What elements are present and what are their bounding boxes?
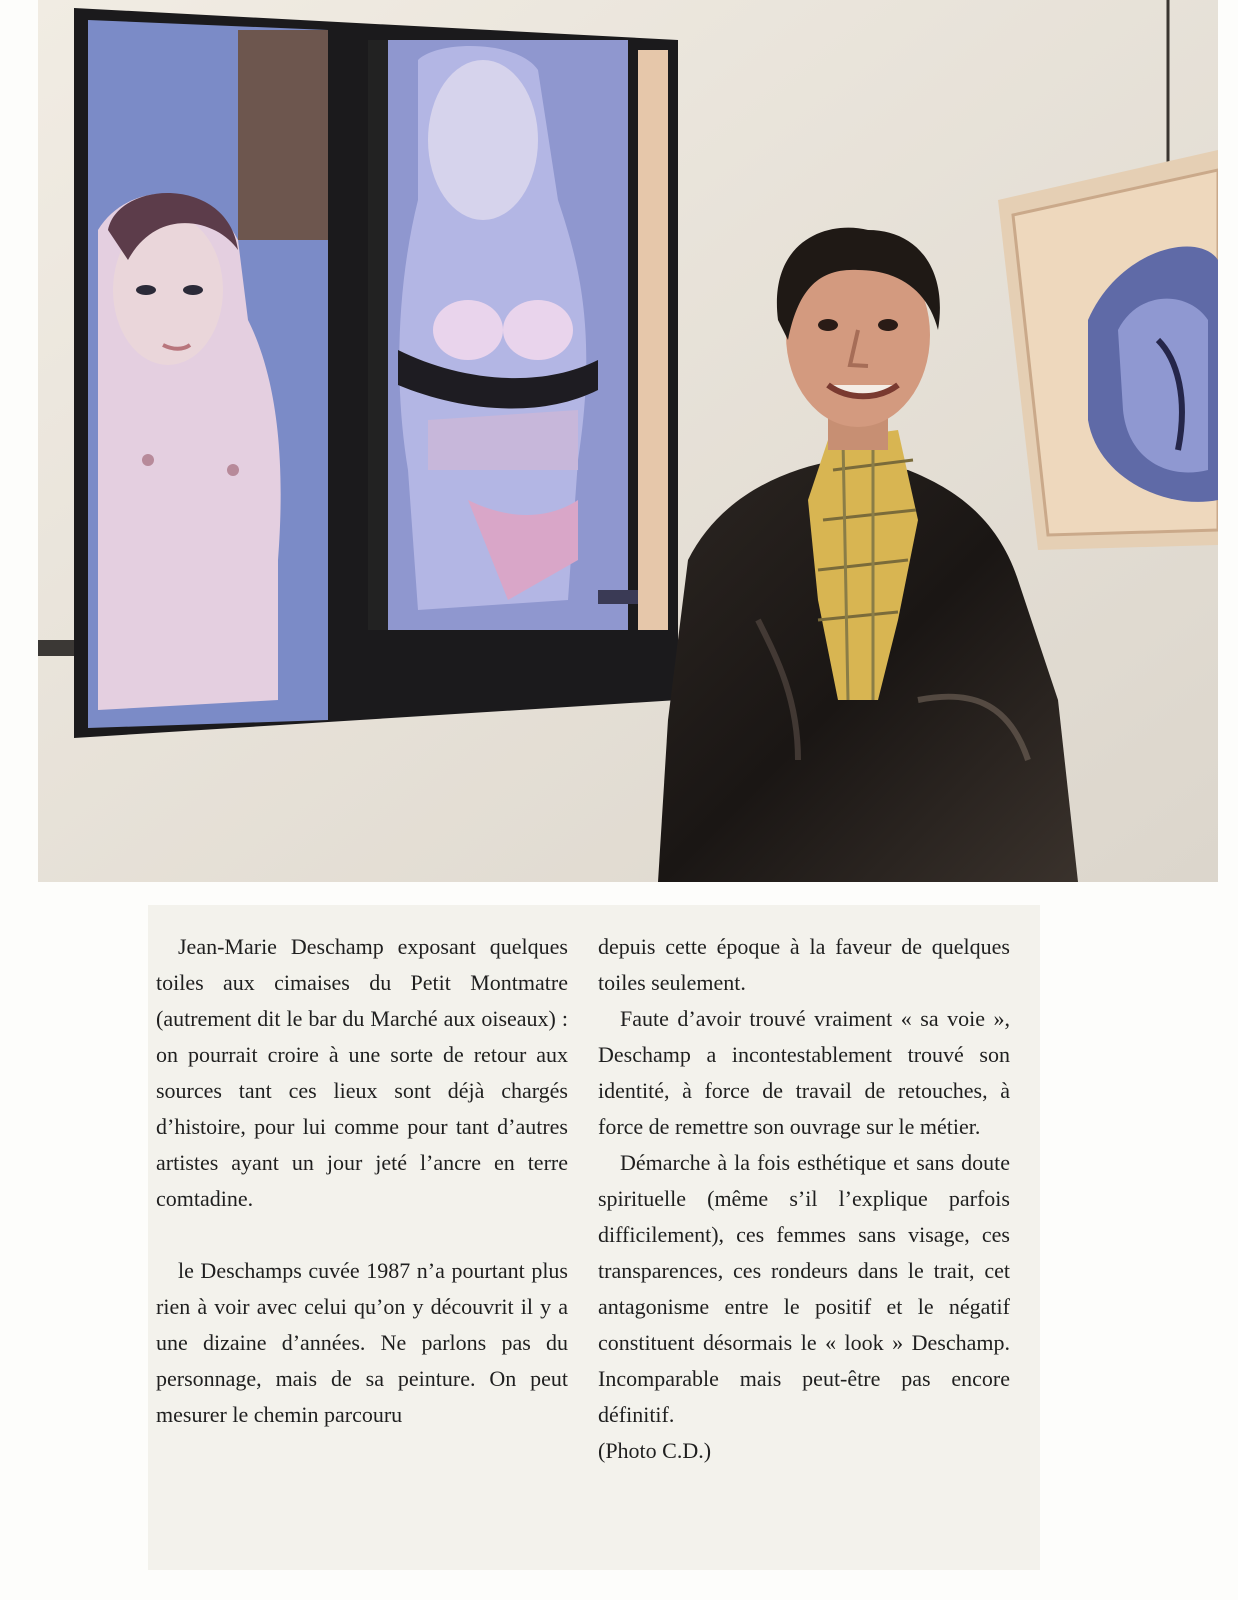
paragraph-continuation: depuis cette époque à la faveur de quelques toiles seulement. (598, 934, 1010, 995)
photo-credit: (Photo C.D.) (598, 1438, 712, 1463)
article-column-left (156, 929, 568, 1433)
exhibition-photo (38, 0, 1218, 882)
painting-main (74, 8, 678, 738)
paragraph-deschamps-1987: le Deschamps cuvée 1987 n’a pourtant plus rien à voir avec celui qu’on y découvrit il y a une dizaine d’années. Ne parlons pas du personnage, mais de sa peinture. On peut mesurer le chemin parcouru (156, 1258, 568, 1427)
article-text (148, 905, 1040, 1570)
paragraph-intro: Jean-Marie Deschamp exposant quelques toiles aux cimaises du Petit Montmatre (autrement dit le bar du Marché aux oiseaux) : on pourrait croire à une sorte de retour aux sources tant ces lieux sont déjà chargés d’histoire, pour lui comme pour tant d’autres artistes ayant un jour jeté l’ancre en terre comtadine. (156, 934, 568, 1211)
article-column-right (598, 929, 1010, 1469)
paragraph-identity: Faute d’avoir trouvé vraiment « sa voie », Deschamp a incontestablement trouvé son identité, à force de travail de retouches, à force de remettre son ouvrage sur le métier. (598, 1006, 1010, 1139)
paragraph-demarche: Démarche à la fois esthétique et sans doute spirituelle (même s’il l’explique parfois difficilement), ces femmes sans visage, ces transparences, ces rondeurs dans le trait, cet antagonisme entre le positif et le négatif constituent désormais le « look » Deschamp. Incomparable mais peut-être pas encore définitif. (598, 1150, 1010, 1427)
